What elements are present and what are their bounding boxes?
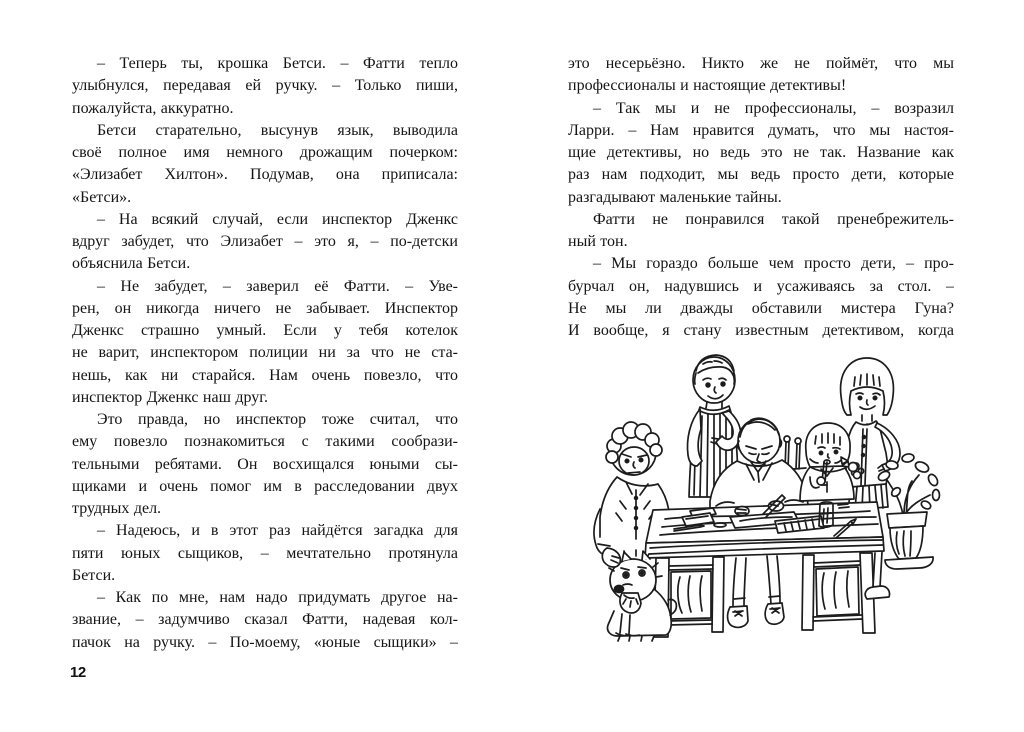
left-page-text	[72, 53, 458, 654]
text-line: трудных дел.	[72, 500, 162, 517]
text-line: пожалуйста, аккуратно.	[72, 99, 234, 117]
text-line: – Как по мне, нам надо придумать другое на-	[97, 589, 458, 606]
text-line: раз нам подходит, мы ведь просто дети, которые	[568, 166, 954, 184]
book-illustration	[570, 349, 970, 661]
text-line: И вообще, я стану известным детективом, когда	[568, 322, 954, 339]
text-line: ный тон.	[568, 233, 628, 250]
text-line: ему повезло познакомиться с такими сообрази-	[72, 433, 458, 451]
text-line: «Элизабет Хилтон». Подумав, она приписала:	[72, 166, 458, 184]
text-line: – Мы гораздо больше чем просто дети, – про-	[593, 255, 954, 273]
text-line: Бетси старательно, высунув язык, выводила	[97, 121, 458, 139]
text-line: это несерьёзно. Никто же не поймёт, что мы	[568, 55, 954, 72]
text-line: улыбнулся, передавая ей ручку. – Только пиши,	[72, 77, 458, 95]
text-line: Бетси.	[72, 566, 116, 584]
text-line: рен, он никогда ничего не забывает. Инспектор	[72, 299, 458, 317]
text-line: – Теперь ты, крошка Бетси. – Фатти тепло	[97, 55, 458, 72]
text-line: Это правда, но инспектор тоже считал, что	[97, 411, 458, 428]
text-line: вдруг забудет, что Элизабет – это я, – по-детски	[72, 233, 458, 250]
text-line: инспектор Дженкс наш друг.	[72, 388, 269, 406]
text-line: звание, – задумчиво сказал Фатти, надевая кол-	[72, 611, 458, 629]
text-line: пяти юных сыщиков, – мечтательно протянула	[72, 544, 458, 562]
text-line: щиками и очень помог им в расследовании двух	[72, 477, 458, 495]
text-line: щие детективы, но ведь это не так. Название как	[568, 144, 954, 161]
text-line: бурчал он, надувшись и усаживаясь за стол. –	[568, 277, 954, 295]
text-line: «Бетси».	[72, 188, 132, 206]
page-number: 12	[70, 664, 86, 681]
text-line: пачок на ручку. – По-моему, «юные сыщики» –	[72, 633, 458, 651]
text-line: профессионалы и настоящие детективы!	[568, 77, 847, 95]
text-line: своё полное имя немного дрожащим почерком:	[72, 144, 458, 161]
text-line: не варит, инспектором полиции ни за что не ста-	[72, 344, 458, 362]
text-line: Дженкс страшно умный. Если у тебя котелок	[72, 322, 458, 339]
text-line: – Надеюсь, и в этот раз найдётся загадка для	[97, 522, 458, 540]
text-line: – Так мы и не профессионалы, – возразил	[593, 99, 954, 117]
writing-boy-legs	[728, 556, 784, 627]
text-line: Фатти не понравился такой пренебрежитель-	[593, 210, 954, 228]
text-line: нешь, как ни старайся. Нам очень повезло, что	[72, 366, 458, 384]
text-line: Не мы ли дважды обставили мистера Гуна?	[568, 299, 954, 317]
text-line: – Не забудет, – заверил её Фатти. – Уве-	[97, 277, 458, 295]
text-line: – На всякий случай, если инспектор Дженкс	[97, 210, 458, 228]
right-page-text	[568, 53, 954, 342]
text-line: Ларри. – Нам нравится думать, что мы настоя-	[568, 121, 954, 139]
text-line: объяснила Бетси.	[72, 255, 191, 273]
text-line: разгадывают маленькие тайны.	[568, 188, 782, 206]
text-line: тельными ребятами. Он восхищался юными сы-	[72, 455, 458, 473]
